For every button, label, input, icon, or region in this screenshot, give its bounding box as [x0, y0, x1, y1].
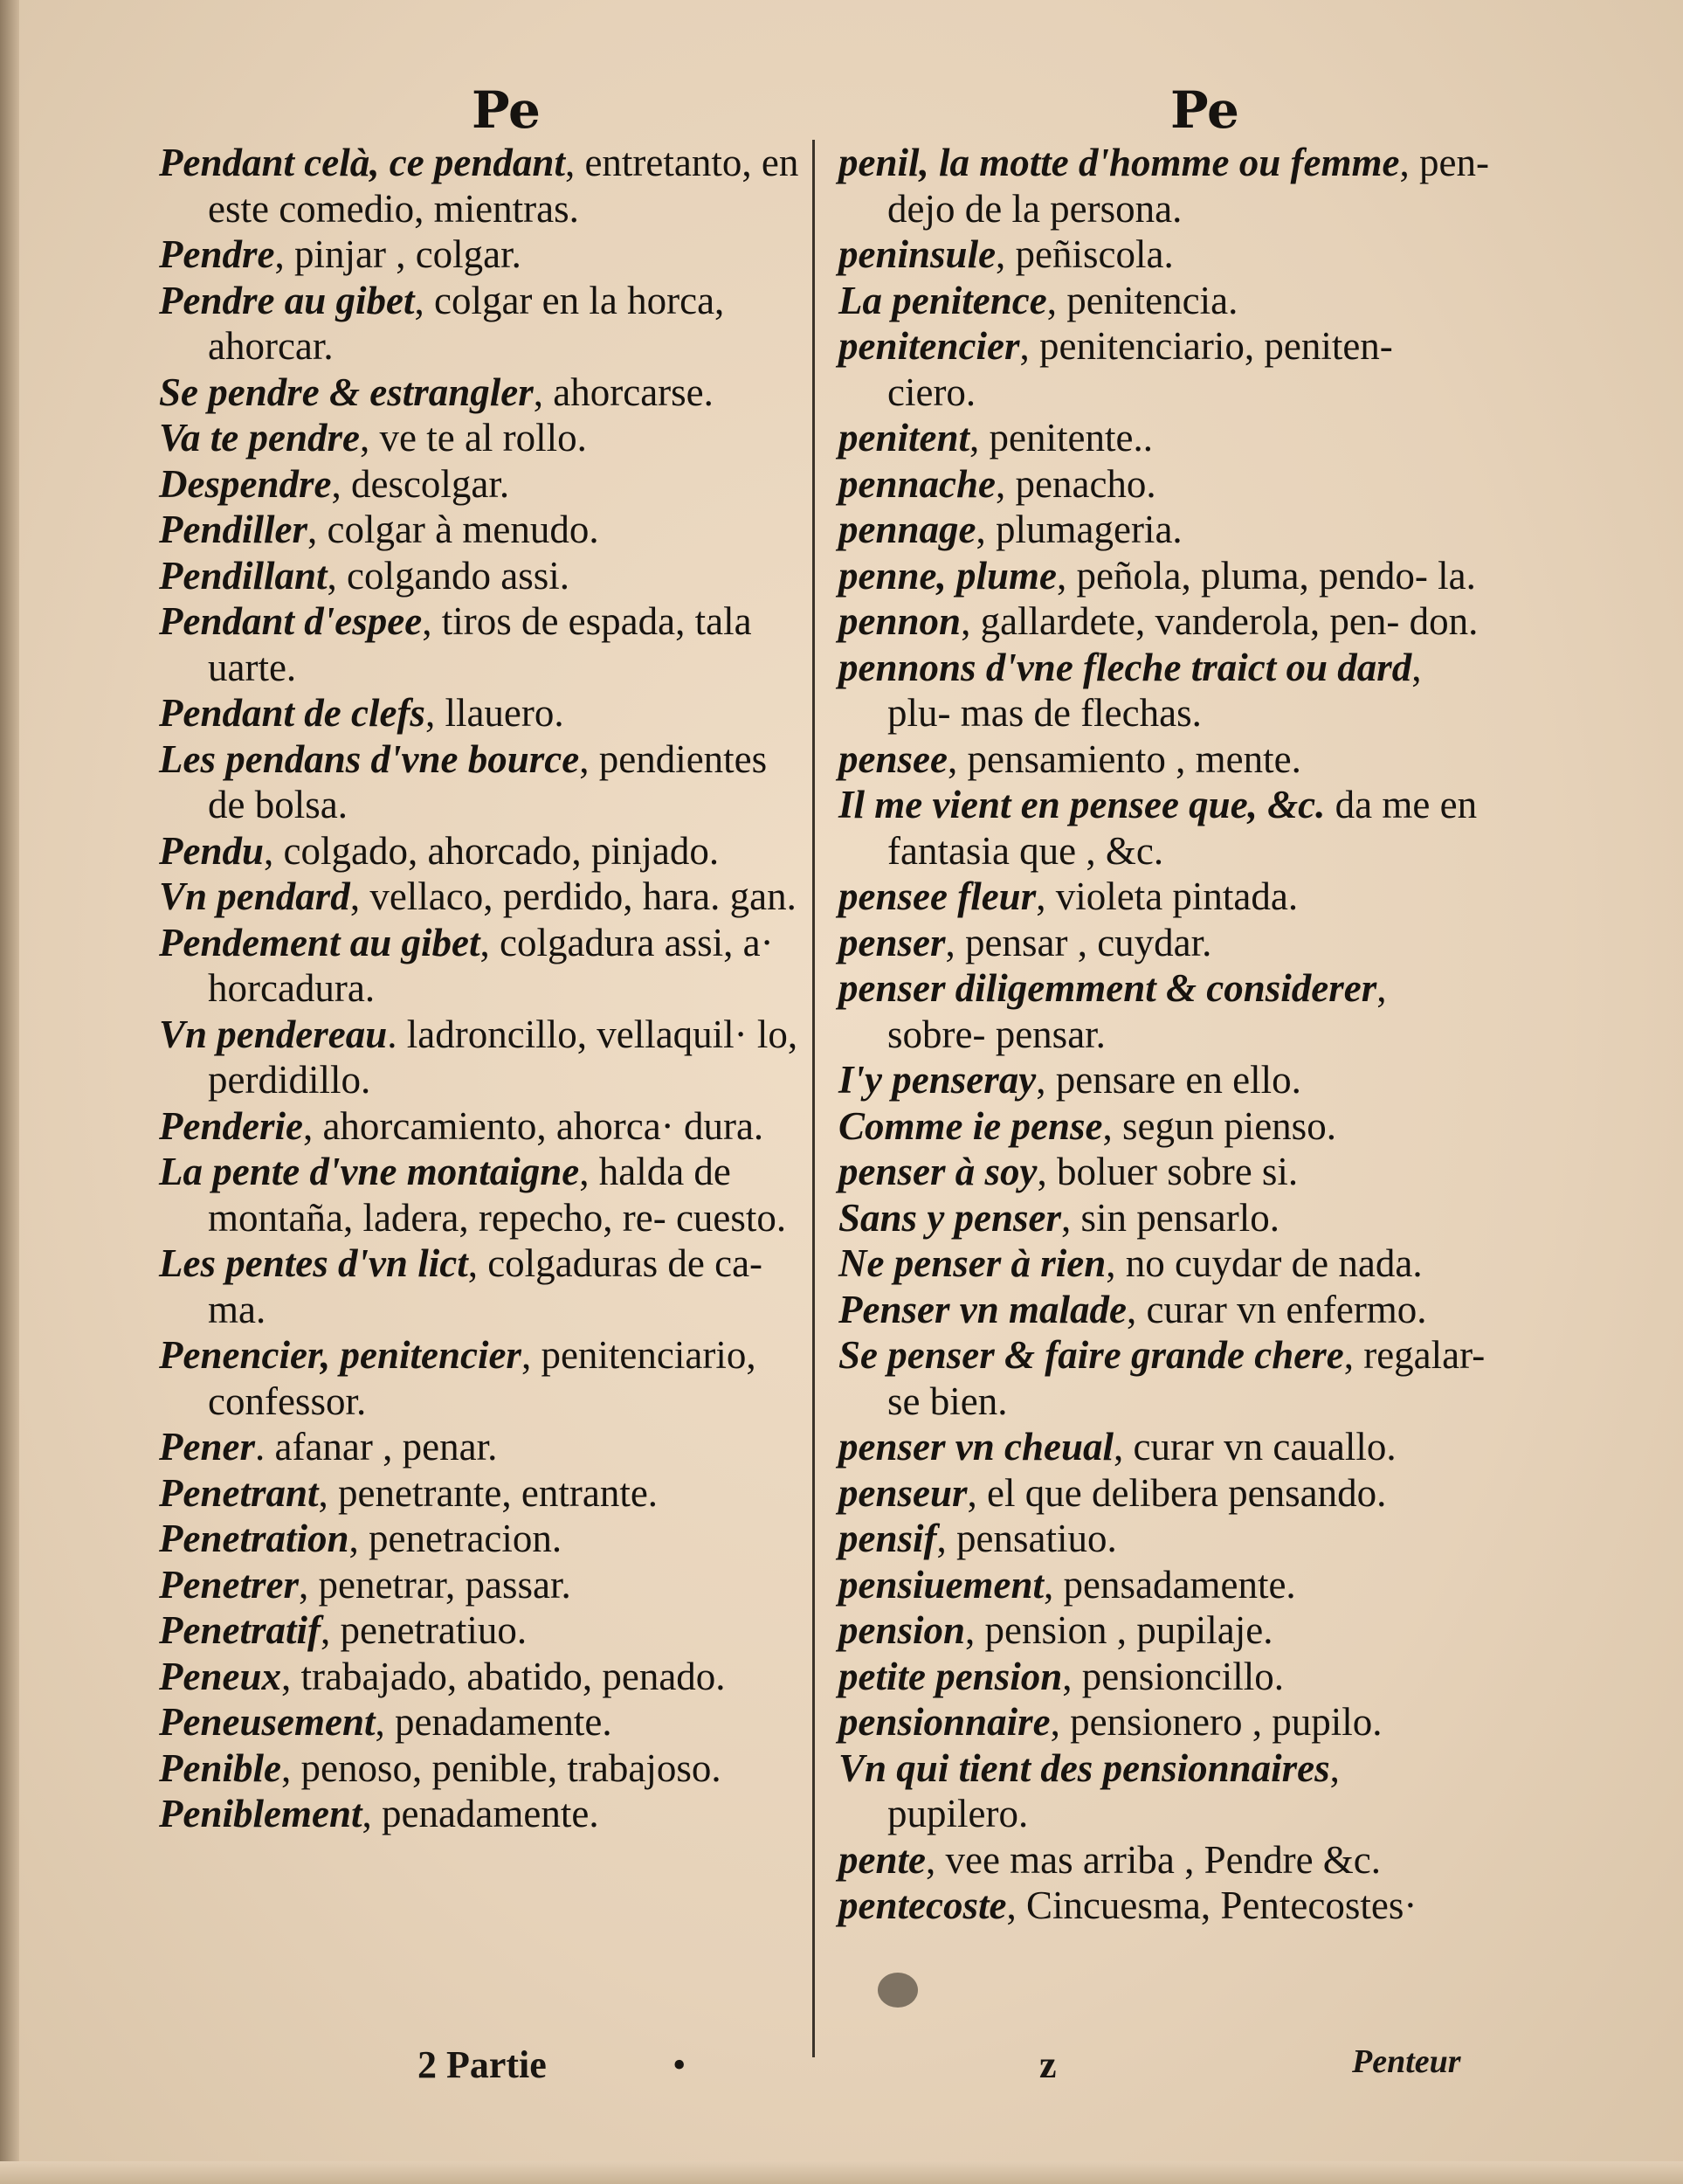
dictionary-entry	[838, 1149, 1489, 1195]
dictionary-entry	[838, 1562, 1489, 1608]
dictionary-entry	[159, 1791, 805, 1837]
dictionary-entry	[838, 323, 1489, 415]
entry-gloss: , halda de montaña, ladera, repecho, re- cuesto.	[208, 1150, 787, 1240]
entry-gloss: , trabajado, abatido, penado.	[281, 1654, 726, 1698]
entry-gloss: , penoso, penible, trabajoso.	[280, 1745, 721, 1790]
entry-headword: Penible	[159, 1745, 281, 1790]
dictionary-entry	[159, 690, 805, 736]
entry-gloss: , pen- dejo de la persona.	[887, 141, 1489, 231]
entry-gloss: . afanar , penar.	[254, 1425, 498, 1469]
entry-headword: Ne penser à rien	[838, 1241, 1107, 1285]
dictionary-entry	[159, 1241, 805, 1332]
signature-mark: 2 Partie	[417, 2043, 547, 2086]
entry-headword: Comme ie pense	[838, 1103, 1103, 1148]
dictionary-entry	[838, 1699, 1489, 1745]
entry-headword: Penderie	[159, 1103, 303, 1148]
entry-gloss: , penadamente.	[362, 1792, 599, 1835]
entry-headword: penser	[838, 920, 946, 964]
entry-headword: pennons d'vne fleche traict ou dard	[838, 645, 1412, 689]
entry-headword: penser diligemment & considerer	[838, 966, 1377, 1010]
entry-headword: Pendiller	[159, 508, 307, 551]
entry-gloss: , plumageria.	[976, 508, 1183, 551]
entry-gloss: , ahorcamiento, ahorca· dura.	[302, 1103, 764, 1148]
dictionary-entry	[838, 1607, 1489, 1654]
entry-headword: Pendu	[159, 828, 265, 873]
entry-gloss: , regalar- se bien.	[887, 1333, 1486, 1423]
dictionary-entry	[838, 1057, 1489, 1103]
entry-gloss: , ahorcarse.	[533, 370, 714, 414]
entry-headword: La pente d'vne montaigne	[159, 1150, 580, 1193]
entry-gloss: , pupilero.	[887, 1745, 1340, 1835]
entry-headword: Peneux	[159, 1654, 281, 1698]
entry-headword: Pendant de clefs	[159, 691, 425, 735]
entry-headword: pensionnaire	[838, 1700, 1051, 1744]
entry-gloss: , pensionero , pupilo.	[1050, 1700, 1383, 1744]
entry-headword: penitencier	[838, 324, 1020, 368]
entry-gloss: , vee mas arriba , Pendre &c.	[925, 1837, 1382, 1882]
dictionary-entry	[159, 1470, 805, 1517]
dictionary-entry	[838, 278, 1489, 324]
entry-gloss: , boluer sobre si.	[1037, 1150, 1299, 1193]
entry-headword: pensee	[838, 736, 948, 781]
dictionary-entry	[838, 874, 1489, 920]
entry-headword: Pendant d'espee	[159, 599, 423, 643]
dictionary-entry	[159, 1012, 805, 1103]
entry-gloss: , colgar à menudo.	[307, 508, 599, 551]
dictionary-entry	[838, 965, 1489, 1057]
dictionary-entry	[838, 1883, 1489, 1929]
entry-gloss: , pensioncillo.	[1062, 1654, 1284, 1698]
page-edge-left	[0, 0, 19, 2184]
entry-gloss: , curar vn enfermo.	[1126, 1287, 1427, 1331]
entry-headword: Peneusement	[159, 1700, 376, 1744]
entry-headword: Peniblement	[159, 1792, 362, 1835]
page-edge-bottom	[0, 2161, 1683, 2184]
catchword: Penteur	[1352, 2043, 1461, 2080]
entry-headword: Vn pendard	[159, 874, 350, 918]
dictionary-entry	[159, 1424, 805, 1470]
entry-gloss: , pendientes de bolsa.	[208, 736, 768, 826]
entry-headword: Penetration	[159, 1517, 349, 1560]
dictionary-entry	[838, 645, 1489, 736]
entry-gloss: , Cincuesma, Pentecostes·	[1006, 1883, 1417, 1927]
entry-gloss: , penitencia.	[1046, 278, 1238, 322]
dictionary-entry	[159, 598, 805, 690]
entry-headword: Vn pendereau	[159, 1012, 388, 1056]
dictionary-entry	[838, 232, 1489, 278]
entry-headword: I'y penseray	[838, 1058, 1037, 1102]
entry-headword: Va te pendre	[159, 416, 360, 460]
entry-headword: pentecoste	[838, 1883, 1007, 1927]
dictionary-entry	[838, 1424, 1489, 1470]
entry-gloss: , ve te al rollo.	[360, 416, 587, 460]
entry-headword: penser vn cheual	[838, 1425, 1114, 1469]
dictionary-entry	[838, 782, 1489, 874]
entry-gloss: , penitenciario, confessor.	[208, 1333, 756, 1423]
dictionary-entry	[159, 461, 805, 508]
entry-headword: pension	[838, 1608, 966, 1652]
entry-headword: Les pentes d'vn lict	[159, 1241, 468, 1285]
entry-gloss: , pensar , cuydar.	[945, 920, 1212, 964]
entry-headword: penseur	[838, 1470, 968, 1515]
entry-gloss: , no cuydar de nada.	[1106, 1241, 1423, 1285]
dictionary-entry	[159, 553, 805, 599]
entry-gloss: , peñiscola.	[996, 232, 1174, 276]
dictionary-entry	[838, 1241, 1489, 1287]
entry-gloss: , penitente..	[969, 416, 1153, 460]
dictionary-entry	[838, 553, 1489, 599]
dictionary-entry	[838, 920, 1489, 966]
entry-gloss: , sin pensarlo.	[1061, 1195, 1280, 1240]
entry-gloss: , penadamente.	[375, 1700, 612, 1744]
entry-headword: Penetratif	[159, 1608, 321, 1652]
entry-headword: La penitence	[838, 278, 1047, 322]
entry-gloss: , colgar en la horca, ahorcar.	[208, 278, 725, 368]
entry-gloss: , penacho.	[996, 461, 1156, 506]
entry-headword: Penetrant	[159, 1470, 319, 1515]
entry-gloss: . ladroncillo, vellaquil· lo, perdidillo.	[208, 1012, 798, 1102]
dictionary-entry	[159, 140, 805, 232]
dictionary-entry	[159, 1654, 805, 1700]
dictionary-entry	[159, 1562, 805, 1608]
entry-headword: Pendre au gibet	[159, 278, 415, 322]
dictionary-entry	[159, 415, 805, 461]
entry-gloss: , tiros de espada, tala uarte.	[208, 599, 752, 689]
entry-gloss: , entretanto, en este comedio, mientras.	[208, 141, 799, 231]
entry-gloss: , penetracion.	[348, 1517, 562, 1560]
entry-gloss: , penetrar, passar.	[298, 1562, 571, 1607]
entry-headword: Se pendre & estrangler	[159, 370, 534, 414]
dictionary-entry	[838, 1516, 1489, 1562]
entry-gloss: , descolgar.	[331, 461, 510, 506]
dictionary-entry	[159, 278, 805, 370]
entry-headword: Pener	[159, 1425, 255, 1469]
entry-gloss: , pensamiento , mente.	[947, 736, 1301, 781]
entry-headword: pensif	[838, 1517, 937, 1560]
entry-gloss: , penitenciario, peniten- ciero.	[887, 324, 1393, 414]
entry-gloss: , pensare en ello.	[1036, 1058, 1301, 1102]
entry-headword: peninsule	[838, 232, 997, 276]
entry-gloss: , penetrante, entrante.	[318, 1470, 659, 1515]
entry-headword: Il me vient en pensee que, &c.	[838, 783, 1326, 826]
entry-gloss: , plu- mas de flechas.	[887, 645, 1422, 735]
entry-headword: Sans y penser	[838, 1195, 1062, 1240]
entry-headword: pennon	[838, 599, 962, 643]
entry-gloss: , colgando assi.	[327, 553, 569, 598]
entry-headword: Pendement au gibet	[159, 920, 480, 964]
entry-headword: pennage	[838, 508, 976, 551]
entry-gloss: , colgaduras de ca- ma.	[208, 1241, 763, 1331]
entry-headword: Pendre	[159, 232, 275, 276]
entry-headword: pennache	[838, 461, 996, 506]
dictionary-entry	[838, 736, 1489, 783]
entry-gloss: , sobre- pensar.	[887, 966, 1387, 1056]
entry-headword: Penencier, penitencier	[159, 1333, 521, 1377]
dictionary-entry	[838, 461, 1489, 508]
dictionary-entry	[838, 1654, 1489, 1700]
entry-gloss: da me en fantasia que , &c.	[887, 783, 1478, 873]
dictionary-entry	[159, 1103, 805, 1150]
dictionary-entry	[838, 1287, 1489, 1333]
entry-gloss: , curar vn cauallo.	[1114, 1425, 1397, 1469]
dictionary-entry	[838, 1745, 1489, 1837]
entry-headword: pensee fleur	[838, 874, 1037, 918]
entry-gloss: , pension , pupilaje.	[965, 1608, 1273, 1652]
dictionary-entry	[159, 1332, 805, 1424]
entry-headword: Les pendans d'vne bource	[159, 736, 580, 781]
entry-gloss: , penetratiuo.	[320, 1608, 528, 1652]
dictionary-entry	[838, 1470, 1489, 1517]
entry-headword: Penetrer	[159, 1562, 299, 1607]
entry-headword: penil, la motte d'homme ou femme	[838, 141, 1400, 184]
entry-gloss: , vellaco, perdido, hara. gan.	[349, 874, 797, 918]
ink-blot	[878, 1973, 918, 2008]
dictionary-entry	[838, 140, 1489, 232]
entry-gloss: , pinjar , colgar.	[274, 232, 521, 276]
dictionary-entry	[159, 1745, 805, 1792]
signature-dot: •	[673, 2043, 686, 2086]
entry-headword: Penser vn malade	[838, 1287, 1127, 1331]
dictionary-entry	[838, 1195, 1489, 1241]
entry-gloss: , segun pienso.	[1102, 1103, 1336, 1148]
dictionary-entry	[159, 874, 805, 920]
dictionary-entry	[159, 370, 805, 416]
entry-headword: Pendant celà, ce pendant	[159, 141, 565, 184]
dictionary-entry	[838, 507, 1489, 553]
dictionary-entry	[159, 828, 805, 874]
running-head-left: Pe	[472, 80, 541, 140]
dictionary-entry	[838, 1332, 1489, 1424]
entry-headword: pente	[838, 1837, 926, 1882]
dictionary-entry	[159, 1516, 805, 1562]
dictionary-entry	[159, 507, 805, 553]
entry-headword: Vn qui tient des pensionnaires	[838, 1745, 1330, 1790]
entry-headword: Se penser & faire grande chere	[838, 1333, 1344, 1377]
column-divider	[812, 140, 815, 2057]
entry-gloss: , peñola, pluma, pendo- la.	[1057, 553, 1476, 598]
entry-headword: penser à soy	[838, 1150, 1038, 1193]
entry-headword: penne, plume	[838, 553, 1058, 598]
entry-headword: penitent	[838, 416, 970, 460]
left-column	[159, 140, 805, 1837]
dictionary-entry	[838, 1103, 1489, 1150]
entry-headword: Pendillant	[159, 553, 328, 598]
dictionary-entry	[159, 1149, 805, 1241]
right-column	[838, 140, 1489, 1929]
dictionary-entry	[838, 415, 1489, 461]
dictionary-entry	[159, 232, 805, 278]
entry-gloss: , el que delibera pensando.	[967, 1470, 1387, 1515]
running-head-right: Pe	[1170, 80, 1239, 140]
dictionary-entry	[159, 1607, 805, 1654]
entry-headword: petite pension	[838, 1654, 1063, 1698]
dictionary-entry	[159, 1699, 805, 1745]
entry-gloss: , pensatiuo.	[936, 1517, 1117, 1560]
dictionary-entry	[838, 598, 1489, 645]
dictionary-entry	[159, 736, 805, 828]
entry-headword: Despendre	[159, 461, 332, 506]
entry-gloss: , violeta pintada.	[1036, 874, 1299, 918]
dictionary-entry	[159, 920, 805, 1012]
entry-gloss: , colgadura assi, a· horcadura.	[208, 920, 774, 1010]
entry-gloss: , llauero.	[424, 691, 564, 735]
entry-gloss: , colgado, ahorcado, pinjado.	[264, 828, 720, 873]
entry-gloss: , pensadamente.	[1044, 1562, 1296, 1607]
dictionary-entry	[838, 1837, 1489, 1883]
entry-headword: pensiuement	[838, 1562, 1045, 1607]
signature-letter: z	[1039, 2043, 1057, 2086]
entry-gloss: , gallardete, vanderola, pen- don.	[961, 599, 1479, 643]
